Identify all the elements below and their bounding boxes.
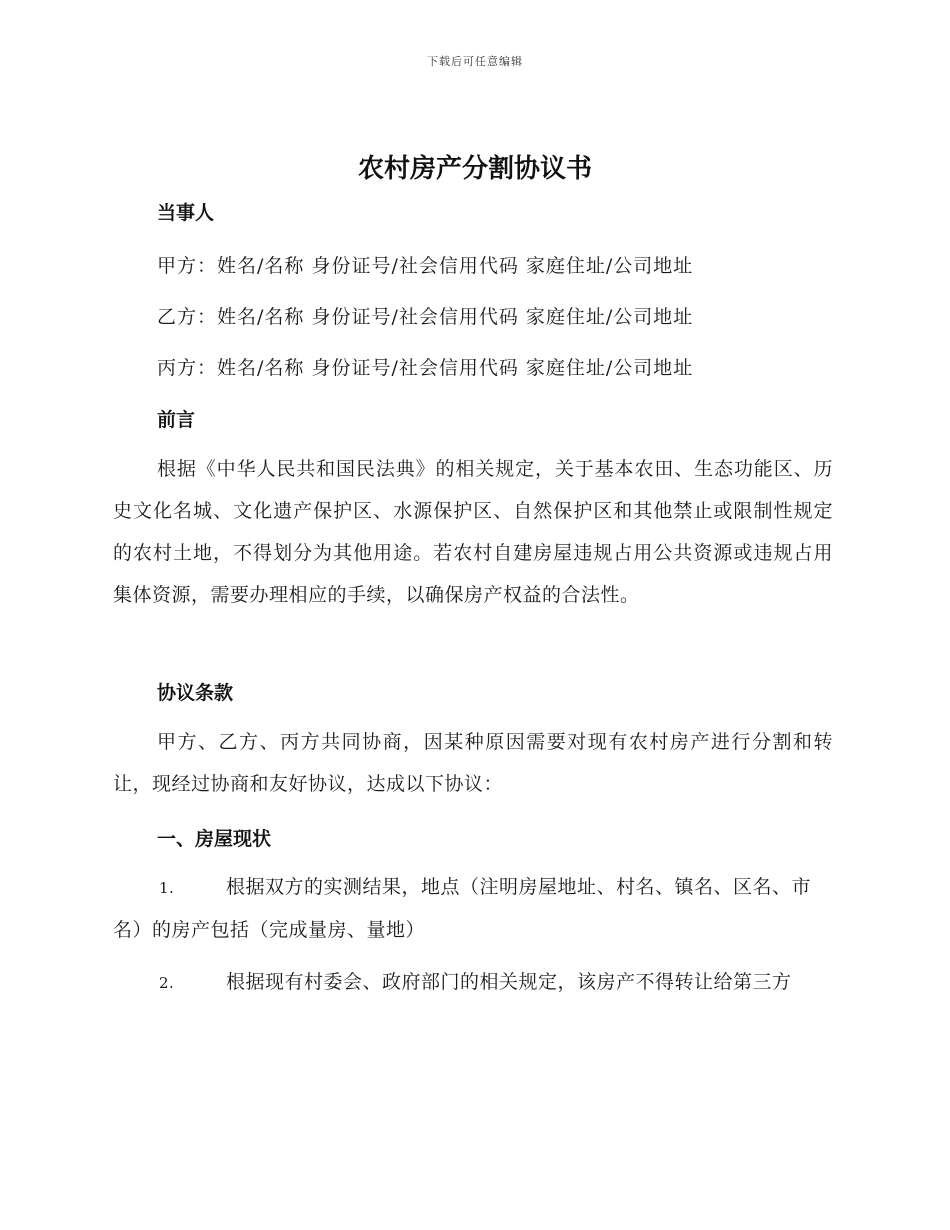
preface-paragraph: 根据《中华人民共和国民法典》的相关规定，关于基本农田、生态功能区、历史文化名城、文化遗产保护区、水源保护区、自然保护区和其他禁止或限制性规定的农村土地，不得划分为其他用途。若农村自建房屋违规占用公共资源或违规占用集体资源，需要办理相应的手续，以确保房产权益的合法性。: [113, 458, 833, 606]
section1-heading: 一、房屋现状: [157, 828, 272, 850]
party-c-line: 丙方：姓名/名称 身份证号/社会信用代码 家庭住址/公司地址: [157, 357, 694, 379]
item-text: 根据现有村委会、政府部门的相关规定，该房产不得转让给第三方: [226, 971, 792, 993]
document-title: 农村房产分割协议书: [357, 154, 592, 184]
page-header-note: 下载后可任意编辑: [427, 55, 523, 68]
party-a-line: 甲方：姓名/名称 身份证号/社会信用代码 家庭住址/公司地址: [157, 255, 694, 277]
item-number: 1.: [159, 879, 175, 897]
party-b-line: 乙方：姓名/名称 身份证号/社会信用代码 家庭住址/公司地址: [157, 306, 694, 328]
section1-item-2: [113, 961, 833, 1004]
parties-heading: 当事人: [157, 202, 215, 224]
section1-item-1: [113, 866, 833, 951]
item-text: 根据双方的实测结果，地点（注明房屋地址、村名、镇名、区名、市名）的房产包括（完成量房、量地）: [113, 876, 812, 941]
preface-heading: 前言: [157, 409, 196, 431]
terms-heading: 协议条款: [157, 682, 234, 704]
terms-paragraph: 甲方、乙方、丙方共同协商，因某种原因需要对现有农村房产进行分割和转让，现经过协商和友好协议，达成以下协议：: [113, 731, 833, 795]
item-number: 2.: [159, 974, 175, 992]
